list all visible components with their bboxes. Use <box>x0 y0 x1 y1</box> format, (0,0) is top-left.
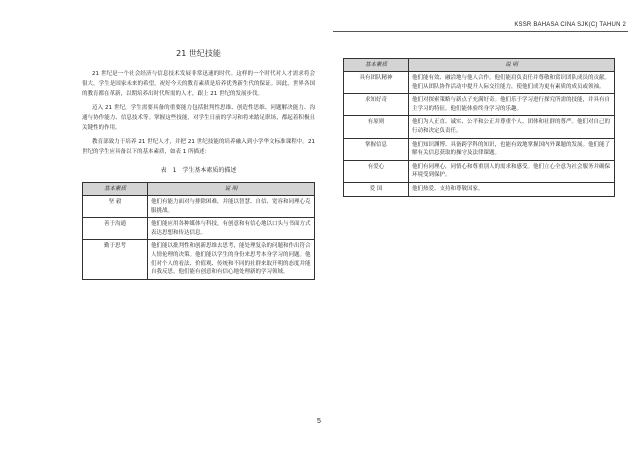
qualities-table-left <box>82 182 315 280</box>
header-quality: 基本素质 <box>83 183 148 196</box>
table-row <box>344 138 615 160</box>
quality-cell: 具有团队精神 <box>344 72 409 94</box>
paragraph-3: 教育部致力于培养 21 世纪人才，并把 21 世纪技能的培养融入到小学华文标准课程中。21 世纪的学生应具备以下的基本素质，如表 1 所描述： <box>82 139 315 155</box>
quality-cell: 爱 国 <box>344 182 409 196</box>
description-cell: 他们有能力面对与排除困难，并能以智慧、自信、宽容和同理心克服挑战。 <box>148 196 315 218</box>
header-description: 说 明 <box>409 59 615 72</box>
right-column <box>343 58 615 197</box>
quality-cell: 坚 毅 <box>83 196 148 218</box>
description-cell: 他们能有效、融洽地与他人合作。他们能肩负责任并尊敬和赏识团队成员的贡献。他们从团队协作活动中提升人际交往能力，使他们成为更有素质的成员或领袖。 <box>409 72 615 94</box>
description-cell: 他们热爱、支持和尊敬国家。 <box>409 182 615 196</box>
description-cell: 他们知识渊博、具备跨学科的知识，也能有效地掌握国内外课题的发展。他们能了解有关信息获取的操守及法律课题。 <box>409 138 615 160</box>
page-number: 5 <box>317 418 321 425</box>
caption-number: 表 1 <box>160 167 177 174</box>
left-column <box>82 48 315 280</box>
table-row <box>83 218 315 240</box>
table-caption <box>82 165 315 174</box>
header-text: KSSR BAHASA CINA SJK(C) TAHUN 2 <box>514 22 626 28</box>
table-row <box>83 240 315 279</box>
header-rule <box>333 31 628 32</box>
quality-cell: 有爱心 <box>344 160 409 182</box>
caption-text: 学生基本素质的描述 <box>182 167 237 174</box>
table-row <box>83 196 315 218</box>
table-row <box>344 72 615 94</box>
page-header <box>0 0 638 32</box>
description-cell: 他们对探索策略与新点子充满好奇。他们乐于学习进行探究所需的技能，并具有自主学习的特征。他们能体验终身学习的乐趣。 <box>409 94 615 116</box>
paragraph-1: 21 世纪是一个社会经济与信息技术发展非常迅速的时代。这样的一个时代对人才需求将会很大。学生是国家未来的希望，祝好今天的教育素质是培养优秀新生代的保证。因此，世界各国的教育都在革新，以期培养出时代所需的人才，跟上 21 世纪的发展步伐。 <box>82 71 315 97</box>
header-quality: 基本素质 <box>344 59 409 72</box>
table-header-row <box>344 59 615 72</box>
quality-cell: 勤于思考 <box>83 240 148 279</box>
quality-cell: 善于沟通 <box>83 218 148 240</box>
paragraph-2: 迈入 21 世纪，学生需要具备的重要能力包括批判性思维、创造性思维、问题解决能力、沟通与协作能力、信息技术等。掌握这些技能，对学生日前的学习和将来踏足职场，都起着积极且关键性的作用。 <box>82 105 315 131</box>
table-row <box>344 94 615 116</box>
header-description: 说 明 <box>148 183 315 196</box>
description-cell: 他们有同理心，同情心和尊重别人的需求和感受。他们立心全意为社会服务并确保环境受到保护。 <box>409 160 615 182</box>
section-title: 21 世纪技能 <box>176 49 221 58</box>
table-row <box>344 160 615 182</box>
table-row <box>344 116 615 138</box>
description-cell: 他们能应用各种媒体与科技，有创意和有信心地以口头与书面方式表达思想和传达信息。 <box>148 218 315 240</box>
quality-cell: 掌握信息 <box>344 138 409 160</box>
quality-cell: 求知好奇 <box>344 94 409 116</box>
quality-cell: 有原则 <box>344 116 409 138</box>
table-row <box>344 182 615 196</box>
description-cell: 他们能以批判性和创新思维去思考，能处理复杂的问题和作出符合人情伦理的决策。他们能以学生的身份来思考本身学习的问题。他们对个人的看法、价值观、传统和不同的社群来取开明的态度并能自我反思。他们能有创意和有信心地处理新的学习领域。 <box>148 240 315 279</box>
table-header-row <box>83 183 315 196</box>
qualities-table-right <box>343 58 615 197</box>
description-cell: 他们为人正直、诚实、公平和公正并尊重个人、团体和社群的尊严。他们对自己的行动和决定负责任。 <box>409 116 615 138</box>
